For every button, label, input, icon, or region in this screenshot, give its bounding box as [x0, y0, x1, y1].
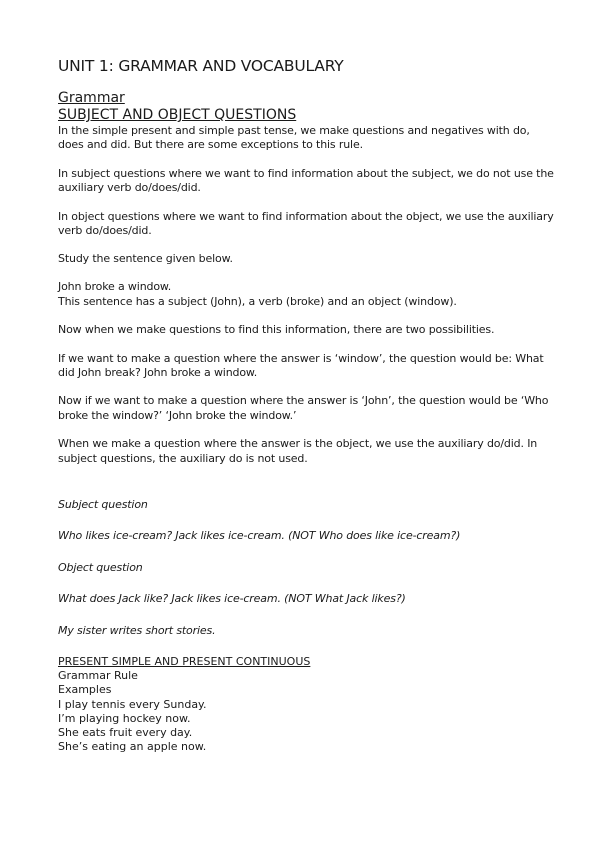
- paragraph-auxiliary: When we make a question where the answer is the object, we use the auxiliary do/did. In subject questions, the auxiliary do is not used.: [58, 437, 538, 465]
- example-fruit: She eats fruit every day.: [58, 726, 193, 740]
- paragraph-subject-questions: In subject questions where we want to find information about the subject, we do not use the auxiliary verb do/does/did.: [58, 166, 554, 195]
- subject-object-heading: SUBJECT AND OBJECT QUESTIONS: [58, 107, 297, 123]
- subject-question-example: Who likes ice-cream? Jack likes ice-cream. (NOT Who does like ice-cream?): [58, 529, 461, 543]
- sister-sentence: My sister writes short stories.: [58, 623, 216, 637]
- paragraph-john-question: Now if we want to make a question where the answer is ‘John’, the question would be ‘Who broke the window?’ ‘John broke the window.’: [58, 394, 549, 422]
- example-apple: She’s eating an apple now.: [58, 740, 207, 754]
- grammar-heading: Grammar: [58, 90, 125, 106]
- paragraph-study: Study the sentence given below.: [58, 252, 233, 266]
- paragraph-possibilities: Now when we make questions to find this information, there are two possibilities.: [58, 323, 495, 337]
- unit-title: UNIT 1: GRAMMAR AND VOCABULARY: [58, 57, 344, 75]
- present-simple-heading: PRESENT SIMPLE AND PRESENT CONTINUOUS: [58, 655, 311, 669]
- subject-question-label: Subject question: [58, 498, 148, 511]
- example-explanation: This sentence has a subject (John), a verb (broke) and an object (window).: [58, 294, 457, 308]
- example-sentence: John broke a window.: [58, 280, 172, 294]
- document-content: [58, 56, 558, 754]
- example-hockey: I’m playing hockey now.: [58, 711, 191, 725]
- paragraph-window-question: If we want to make a question where the answer is ‘window’, the question would be: What did John break? John broke a window.: [58, 351, 544, 379]
- grammar-rule-line: Grammar Rule: [58, 669, 138, 683]
- example-tennis: I play tennis every Sunday.: [58, 697, 207, 711]
- paragraph-intro: In the simple present and simple past tense, we make questions and negatives with do, does and did. But there are some exceptions to this rule.: [58, 124, 530, 152]
- object-question-label: Object question: [58, 560, 143, 574]
- paragraph-object-questions: In object questions where we want to find information about the object, we use the auxiliary verb do/does/did.: [58, 209, 554, 238]
- examples-line: Examples: [58, 683, 112, 697]
- object-question-example: What does Jack like? Jack likes ice-cream. (NOT What Jack likes?): [58, 592, 406, 606]
